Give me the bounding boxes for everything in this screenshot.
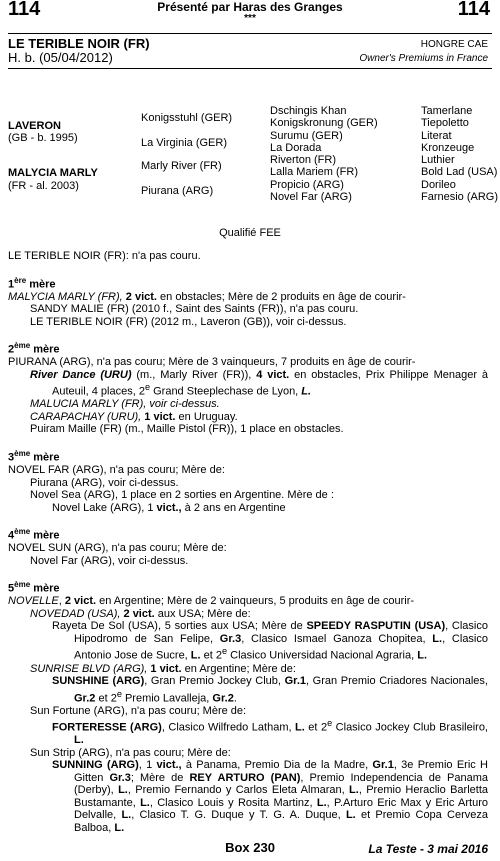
- produce-line: SUNRISE BLVD (ARG), 1 vict. en Argentine; Mère de:: [30, 662, 296, 675]
- gen3-item: Propicio (ARG): [270, 179, 344, 191]
- lot-number-right: 114: [457, 0, 490, 20]
- produce-line: Novel Far (ARG), voir ci-dessus.: [30, 554, 189, 567]
- category: HONGRE CAE: [420, 39, 488, 50]
- section-title: 2ème mère: [8, 341, 60, 356]
- gen4-item: Luthier: [421, 154, 455, 166]
- header-rule: [8, 33, 492, 34]
- produce-line: SUNSHINE (ARG), Gran Premio Jockey Club, Gr.1, Gran Premio Criadores Nacionales, Gr.2 et 2e Premio Lavalleja, Gr.2.: [52, 675, 488, 705]
- produce-record: [8, 250, 488, 834]
- section-title: 1ère mère: [8, 275, 56, 291]
- gen2-item: Konigsstuhl (GER): [141, 112, 233, 124]
- gen4-item: Dorileo: [421, 179, 456, 191]
- horse-name: LE TERIBLE NOIR (FR): [8, 36, 150, 51]
- gen2-item: La Virginia (GER): [141, 137, 227, 149]
- gen2-item: Piurana (ARG): [141, 185, 214, 197]
- produce-line: SANDY MALIE (FR) (2010 f., Saint des Saints (FR)), n'a pas couru.: [30, 303, 359, 316]
- produce-line: Rayeta De Sol (USA), 5 sorties aux USA; Mère de SPEEDY RASPUTIN (USA), Clasico Hipodromo de San Felipe, Gr.3, Clasico Ismael Ganoza Chopitea, L., Clasico Antonio Jose de Sucre, L. et 2e Clasico Universidad Nacional Agraria, L.: [52, 620, 488, 663]
- gen3-item: Novel Far (ARG): [270, 191, 352, 203]
- produce-line: Sun Fortune (ARG), n'a pas couru; Mère de:: [30, 704, 247, 717]
- second-dam-section: [8, 340, 488, 436]
- sire-name: LAVERON: [8, 120, 61, 132]
- dam-line: PIURANA (ARG), n'a pas couru; Mère de 3 vainqueurs, 7 produits en âge de courir-: [8, 356, 416, 369]
- gen4-item: Tiepoletto: [421, 117, 469, 129]
- produce-line: Sun Strip (ARG), n'a pas couru; Mère de:: [30, 746, 231, 759]
- gen4-item: Bold Lad (USA): [421, 166, 498, 178]
- box-number: Box 230: [225, 840, 275, 855]
- gen3-item: Konigskronung (GER): [270, 117, 378, 129]
- dam-name: MALYCIA MARLY: [8, 167, 98, 179]
- horse-info: H. b. (05/04/2012): [8, 50, 113, 65]
- produce-line: Piurana (ARG), voir ci-dessus.: [30, 476, 179, 489]
- produce-line: FORTERESSE (ARG), Clasico Wilfredo Latham, L. et 2e Clasico Jockey Club Brasileiro, L.: [52, 718, 488, 747]
- stars: ***: [244, 13, 256, 24]
- gen3-item: Lalla Mariem (FR): [270, 166, 359, 178]
- section-title: 5ème mère: [8, 580, 60, 595]
- produce-line: Novel Sea (ARG), 1 place en 2 sorties en Argentine. Mère de :: [30, 489, 334, 502]
- gen3-item: La Dorada: [270, 142, 322, 154]
- produce-line: River Dance (URU) (m., Marly River (FR)), 4 vict. en obstacles, Prix Philippe Menager à Auteuil, 4 places, 2e Grand Steeplechase de Lyon, L.: [30, 368, 489, 398]
- gen2-item: Marly River (FR): [141, 160, 222, 172]
- gen4-item: Kronzeuge: [421, 142, 475, 154]
- header-rule-bottom: [8, 68, 492, 69]
- dam-line: NOVEL SUN (ARG), n'a pas couru; Mère de:: [8, 542, 227, 555]
- sire-info: (GB - b. 1995): [8, 132, 78, 144]
- dam-line: MALYCIA MARLY (FR), 2 vict. en obstacles; Mère de 2 produits en âge de courir-: [8, 290, 406, 303]
- gen3-item: Surumu (GER): [270, 130, 343, 142]
- presented-by: Présenté par Haras des Granges: [157, 0, 343, 14]
- gen4-item: Literat: [421, 130, 452, 142]
- produce-line: LE TERIBLE NOIR (FR) (2012 m., Laveron (GB)), voir ci-dessus.: [30, 315, 347, 328]
- section-title: 4ème mère: [8, 527, 60, 542]
- produce-line: CARAPACHAY (URU), 1 vict. en Uruguay.: [30, 410, 238, 423]
- produce-line: SUNNING (ARG), 1 vict., à Panama, Premio Dia de la Madre, Gr.1, 3e Premio Eric H Gitten Gr.3; Mère de REY ARTURO (PAN), Premio Independencia de Panama (Derby), L., Premio Fernando y Carlos Eleta Almaran, L., Premio Heraclio Barletta Bustamante, L., Clasico Louis y Rosita Martinz, L., P.Arturo Eric Max y Eric Arturo Delvalle, L., Clasico T. G. Duque y T. G. A. Duque, L. et Premio Copa Cerveza Balboa, L.: [52, 759, 489, 834]
- gen3-item: Riverton (FR): [270, 154, 337, 166]
- produce-line: Novel Lake (ARG), 1 vict., à 2 ans en Argentine: [52, 501, 286, 514]
- produce-line: Puiram Maille (FR) (m., Maille Pistol (FR)), 1 place en obstacles.: [30, 423, 344, 436]
- dam-info: (FR - al. 2003): [8, 180, 79, 192]
- fifth-dam-section: [8, 579, 488, 834]
- qualifie-label: Qualifié FEE: [219, 227, 281, 239]
- produce-line: NOVEDAD (USA), 2 vict. aux USA; Mère de:: [30, 607, 251, 620]
- lot-number-left: 114: [8, 0, 41, 20]
- gen4-item: Farnesio (ARG): [421, 191, 499, 203]
- dam-line: NOVELLE, 2 vict. en Argentine; Mère de 2 vainqueurs, 5 produits en âge de courir-: [8, 595, 415, 608]
- first-dam-section: [8, 275, 488, 329]
- fourth-dam-section: [8, 526, 488, 567]
- gen4-item: Tamerlane: [421, 105, 473, 117]
- produce-line: MALUCIA MARLY (FR), voir ci-dessus.: [30, 398, 220, 411]
- gen3-item: Dschingis Khan: [270, 105, 347, 117]
- premiums: Owner's Premiums in France: [359, 53, 488, 64]
- dam-line: NOVEL FAR (ARG), n'a pas couru; Mère de:: [8, 464, 225, 477]
- third-dam-section: [8, 448, 488, 514]
- section-title: 3ème mère: [8, 448, 60, 464]
- venue-date: La Teste - 3 mai 2016: [368, 842, 488, 856]
- intro-line: LE TERIBLE NOIR (FR): n'a pas couru.: [8, 250, 201, 262]
